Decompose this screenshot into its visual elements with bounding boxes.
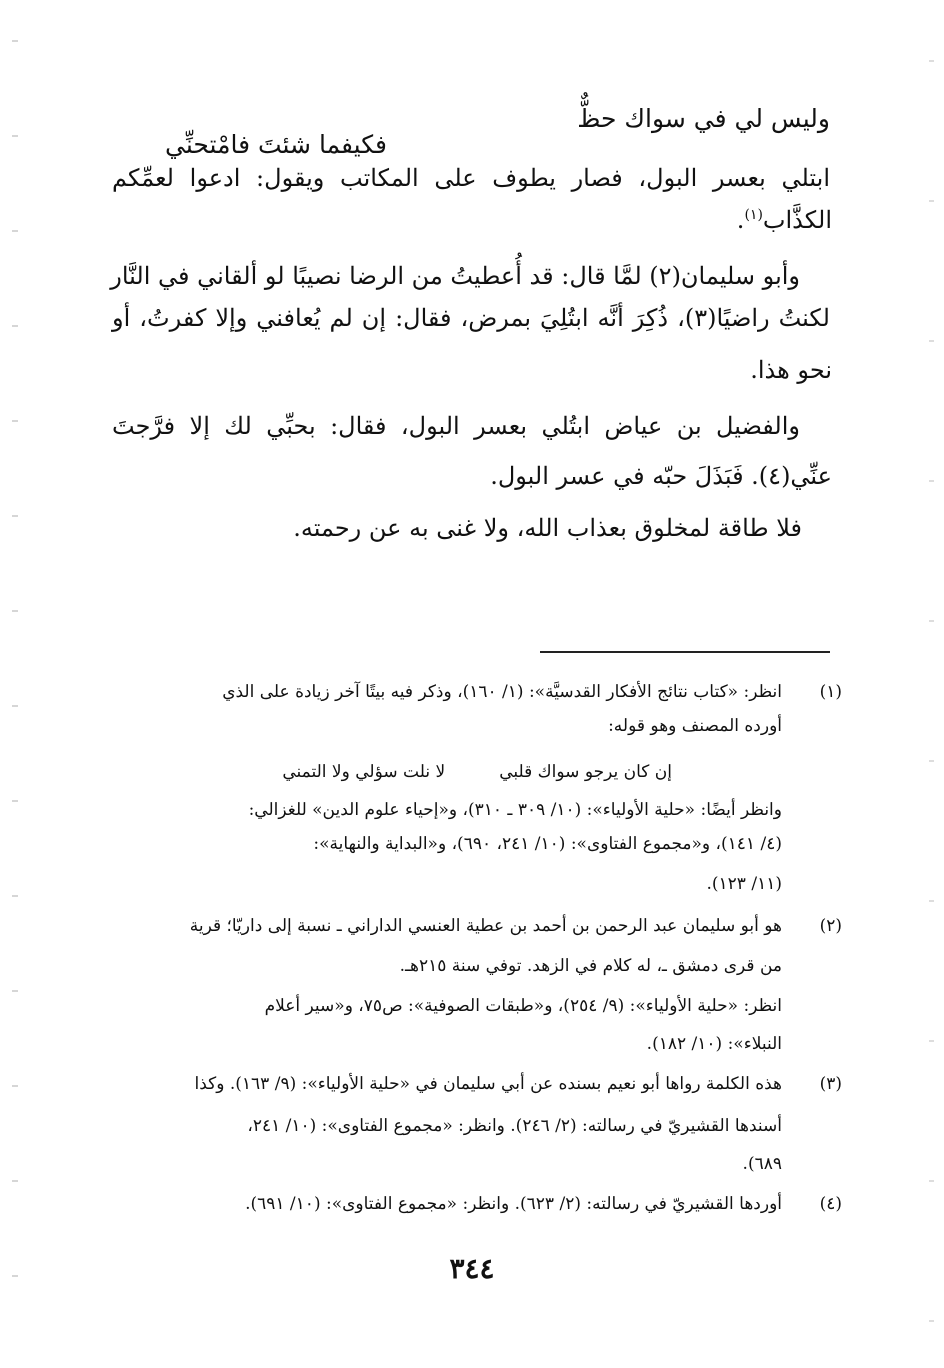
body-line: نحو هذا. (750, 356, 832, 384)
verse-left-hemistich: فكيفما شئتَ فامْتحنِّي (165, 130, 387, 159)
footnote-verse: إن كان يرجو سواك قلبي لا نلت سؤلي ولا التمني (282, 762, 672, 782)
footnote-line: أوردها القشيريّ في رسالته: (٢/ ٦٢٣). وانظر: «مجموع الفتاوى»: (١٠/ ٦٩١). (245, 1194, 782, 1214)
footnote-line: وانظر أيضًا: «حلية الأولياء»: (١٠/ ٣٠٩ ـ ٣١٠)، و«إحياء علوم الدين» للغزالي: (248, 800, 782, 820)
footnote-line: انظر: «كتاب نتائج الأفكار القدسيَّة»: (١/ ١٦٠)، وذكر فيه بيتًا آخر زيادة على الذي (222, 682, 782, 702)
body-line: والفضيل بن عياض ابتُلي بعسر البول، فقال: بحبِّي لك إلا فرَّجتَ (112, 412, 800, 440)
footnote-line: أسندها القشيريّ في رسالته: (٢/ ٢٤٦). وانظر: «مجموع الفتاوى»: (١٠/ ٢٤١، (247, 1116, 782, 1136)
footnote-number: (٢) (819, 916, 842, 936)
body-text: الكذَّاب (762, 206, 832, 234)
scan-edge-right (929, 0, 934, 1368)
footnote-number: (٣) (819, 1074, 842, 1094)
body-line: فلا طاقة لمخلوق بعذاب الله، ولا غنى به عن رحمته. (293, 514, 802, 542)
footnote-ref: (١) (744, 207, 763, 223)
scan-edge-left (12, 0, 18, 1368)
footnote-line: من قرى دمشق ـ، له كلام في الزهد. توفي سنة ٢١٥هـ. (399, 956, 782, 976)
footnote-number: (١) (819, 682, 842, 702)
body-line: وأبو سليمان(٢) لمَّا قال: قد أُعطيتُ من الرضا نصيبًا لو ألقاني في النَّار (110, 262, 800, 290)
footnote-line: انظر: «حلية الأولياء»: (٩/ ٢٥٤)، و«طبقات الصوفية»: ص٧٥، و«سير أعلام (264, 996, 782, 1016)
footnote-line: هذه الكلمة رواها أبو نعيم بسنده عن أبي سليمان في «حلية الأولياء»: (٩/ ١٦٣). وكذا (194, 1074, 782, 1094)
body-line: ابتلي بعسر البول، فصار يطوف على المكاتب ويقول: ادعوا لعمِّكم (112, 164, 830, 192)
footnote-separator (540, 651, 830, 653)
footnote-line: أورده المصنف وهو قوله: (608, 716, 782, 736)
body-line (737, 206, 832, 234)
page-number: ٣٤٤ (449, 1252, 495, 1285)
verse-right-hemistich: وليس لي في سواك حظٌّ (577, 104, 830, 133)
body-line: عنِّي(٤). فَبَذَلَ حبّه في عسر البول. (490, 462, 832, 490)
footnote-line: النبلاء»: (١٠/ ١٨٢). (646, 1034, 782, 1054)
footnote-number: (٤) (819, 1194, 842, 1214)
footnote-line: ٦٨٩). (742, 1154, 782, 1174)
body-line: لكنتُ راضيًا(٣)، ذُكِرَ أنَّه ابتُلِيَ بمرض، فقال: إن لم يُعافني وإلا كفرتُ، أو (112, 304, 830, 332)
footnote-line: (٤/ ١٤١)، و«مجموع الفتاوى»: (١٠/ ٢٤١، ٦٩٠)، و«البداية والنهاية»: (313, 834, 782, 854)
footnote-line: (١١/ ١٢٣). (706, 874, 782, 894)
footnote-line: هو أبو سليمان عبد الرحمن بن أحمد بن عطية العنسي الداراني ـ نسبة إلى داريّا؛ قرية (189, 916, 782, 936)
body-text: . (736, 206, 745, 234)
